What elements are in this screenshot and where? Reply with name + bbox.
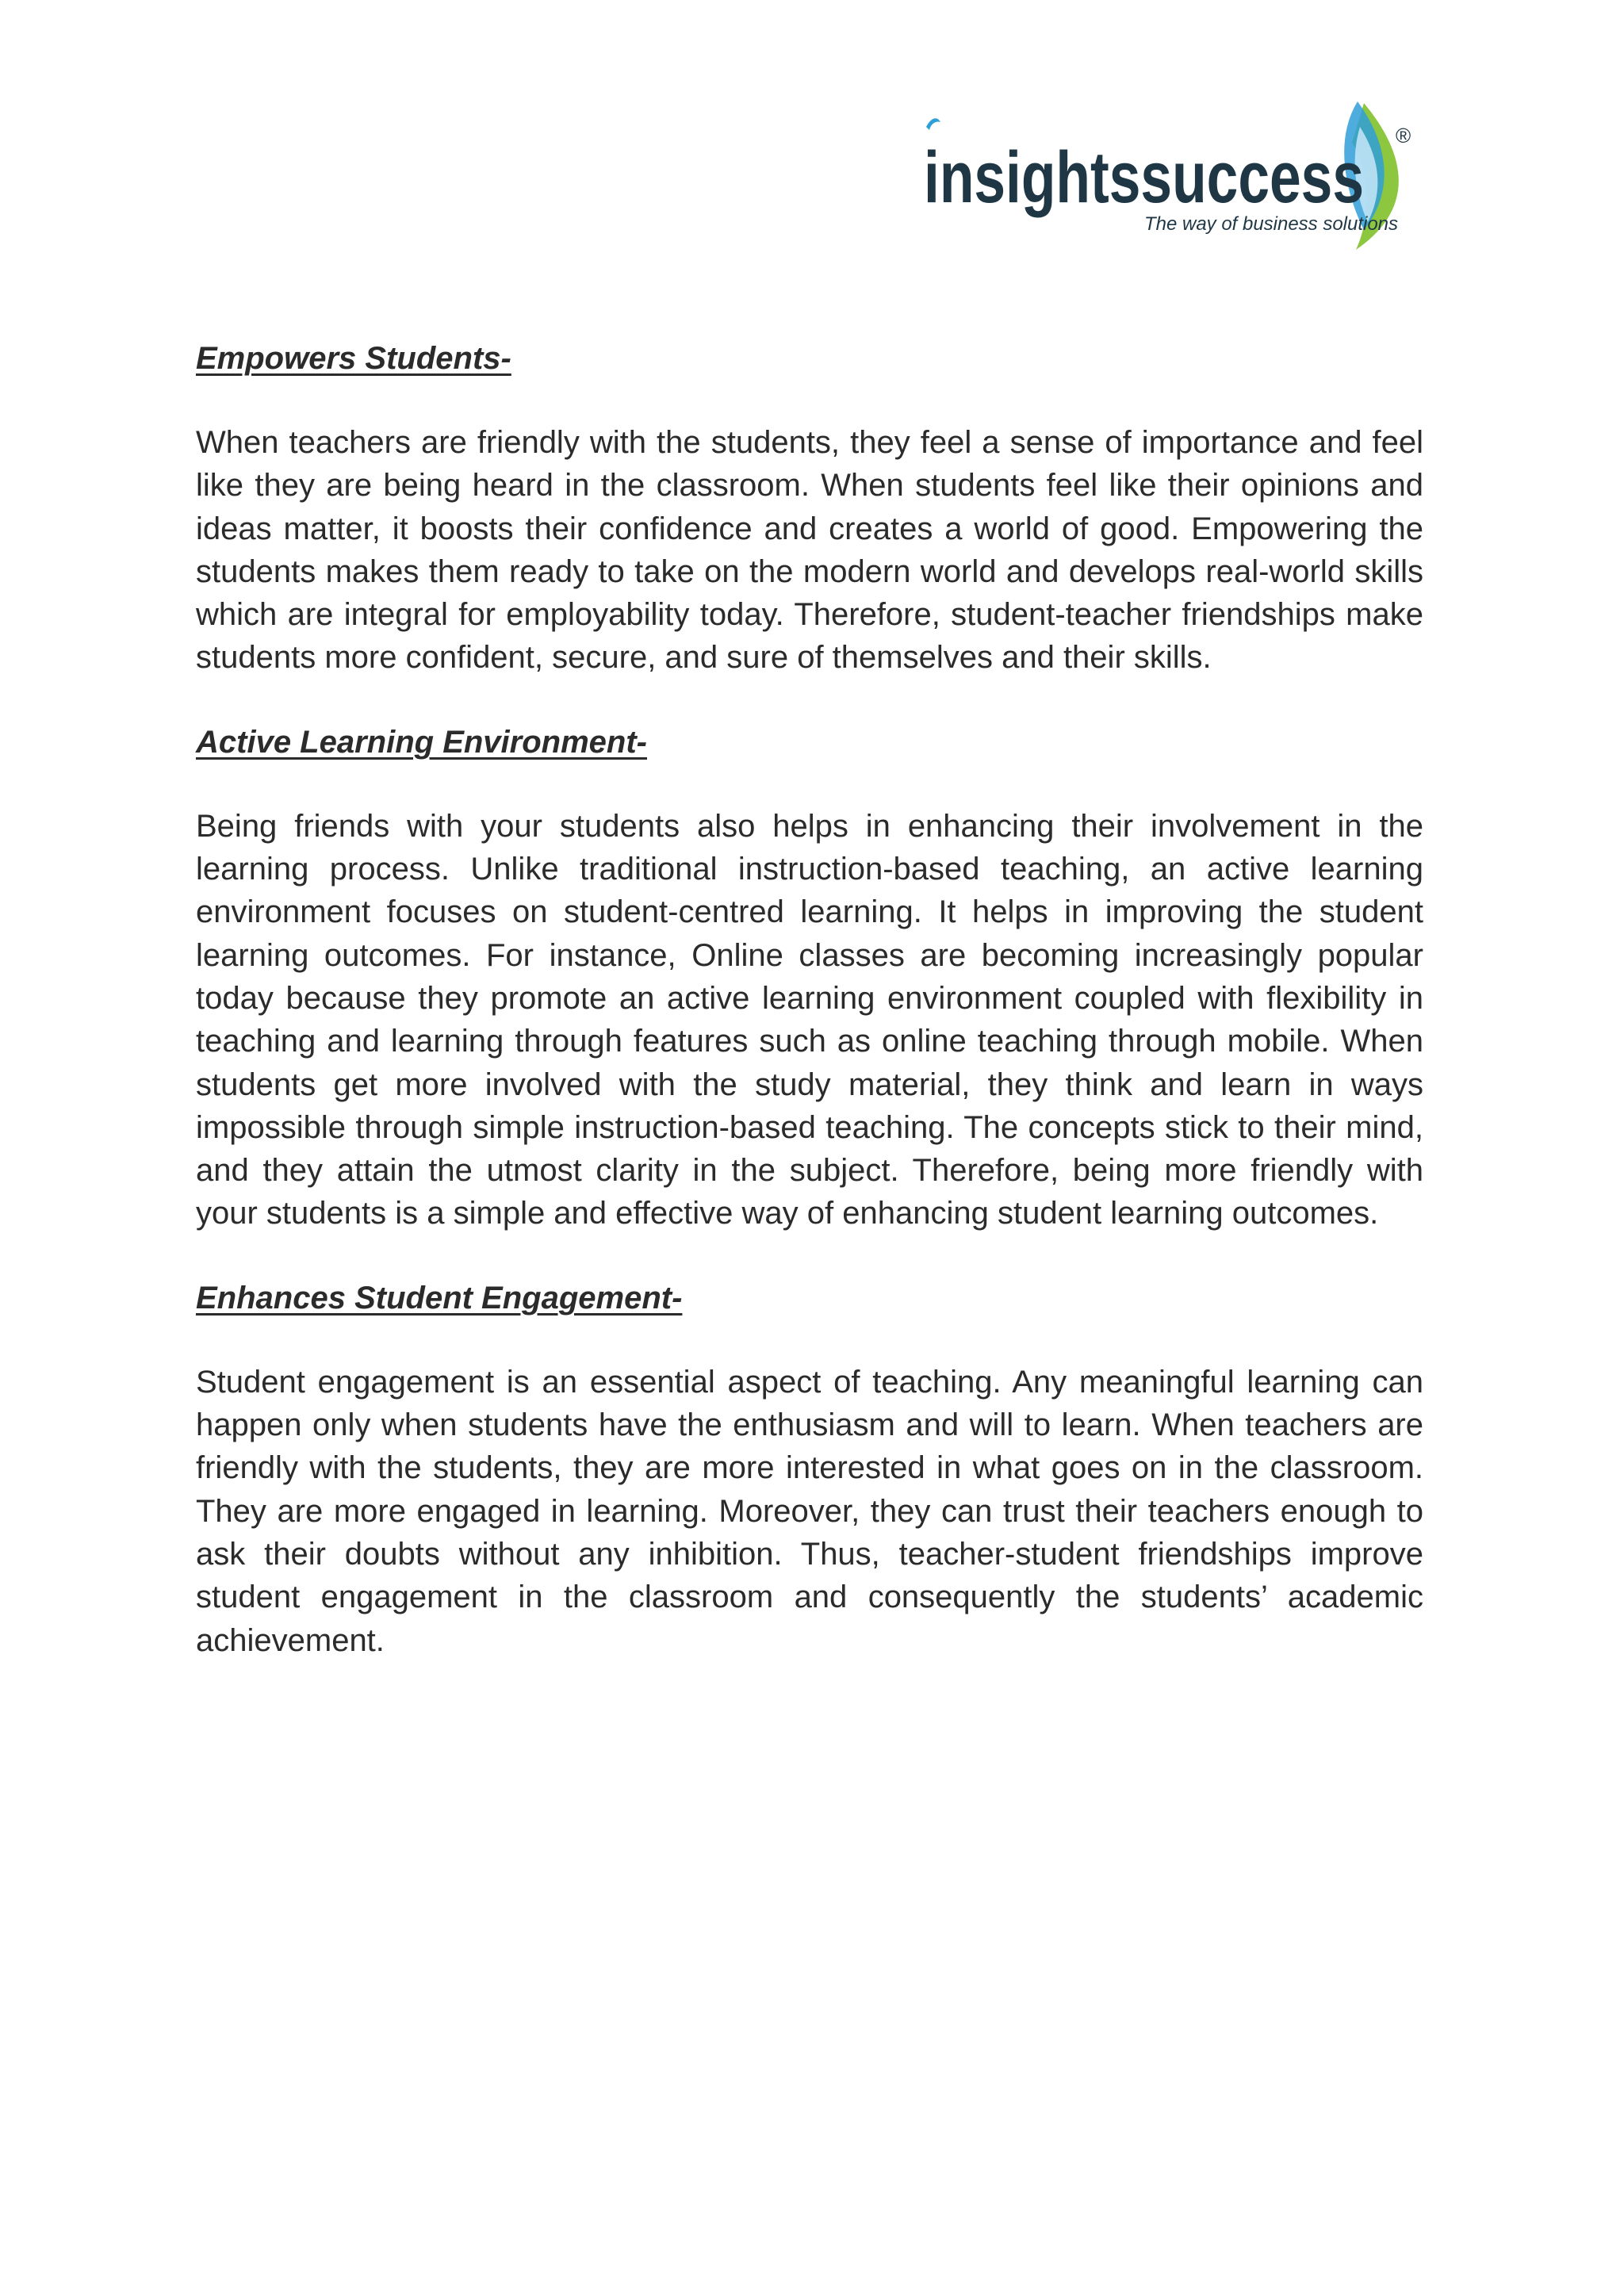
section-paragraph-student-engagement: Student engagement is an essential aspect of teaching. Any meaningful learning can happen only when students have the enthusiasm and will to learn. When teachers are friendly with the students, they are more interested in what goes on in the classroom. They are more engaged in learning. Moreover, they can trust their teachers enough to ask their doubts without any inhibition. Thus, teacher-student friendships improve student engagement in the classroom and consequently the students’ academic achievement. bbox=[196, 1364, 1423, 1658]
section-heading-empowers-students: Empowers Students- bbox=[196, 341, 511, 376]
section-heading-student-engagement: Enhances Student Engagement- bbox=[196, 1280, 683, 1316]
section-paragraph-active-learning: Being friends with your students also helps in enhancing their involvement in the learning process. Unlike traditional instruction-based teaching, an active learning environment focuses on student-centred learning. It helps in improving the student learning outcomes. For instance, Online classes are becoming increasingly popular today because they promote an active learning environment coupled with flexibility in teaching and learning through features such as online teaching through mobile. When students get more involved with the study material, they think and learn in ways impossible through simple instruction-based teaching. The concepts stick to their mind, and they attain the utmost clarity in the subject. Therefore, being more friendly with your students is a simple and effective way of enhancing student learning outcomes. bbox=[196, 808, 1423, 1231]
logo-wordmark: insightssuccess bbox=[924, 137, 1364, 218]
article-body bbox=[196, 337, 1423, 1703]
section-heading-active-learning: Active Learning Environment- bbox=[196, 724, 647, 760]
section-paragraph-empowers-students: When teachers are friendly with the students, they feel a sense of importance and feel like they are being heard in the classroom. When students feel like their opinions and ideas matter, it boosts their confidence and creates a world of good. Empowering the students makes them ready to take on the modern world and develops real-world skills which are integral for employability today. Therefore, student-teacher friendships make students more confident, secure, and sure of themselves and their skills. bbox=[196, 425, 1423, 676]
logo-graphic bbox=[920, 95, 1427, 254]
logo-tagline: The way of business solutions bbox=[1144, 213, 1398, 235]
logo-registered-mark: ® bbox=[1396, 124, 1411, 147]
logo-swoosh bbox=[926, 118, 940, 130]
insightssuccess-logo bbox=[920, 95, 1427, 254]
